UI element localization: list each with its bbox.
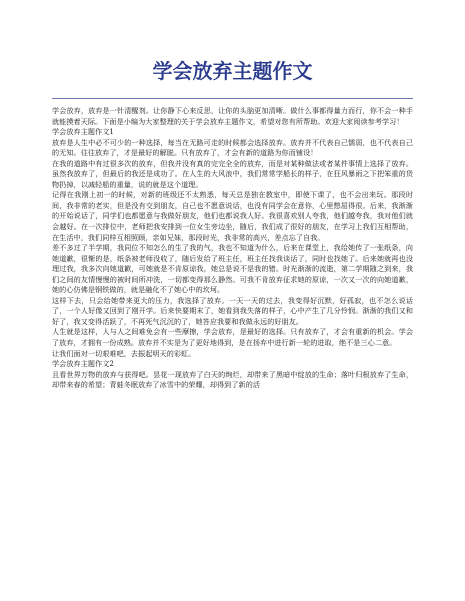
body-paragraph: 记得在我刚上初一的时候，对新的班级还不太熟悉，每天总是独在教室中，即使下课了，也不会出来玩。那段时间，我非常的老实，但是没有交到朋友，自己也不愿意说话，也没有同学会在意你，心里憋屈得很。后来，我渐渐的开始说话了，同学们也都愿意与我做好朋友，他们也都说我人好。我很喜欢别人夸我，他们越夸我，我对他们就会越好。在一次排位中，老师把我安排到一位女生旁边坐，随后，我们成了很好的朋友，在学习上我们互相帮助，在生活中，我们同样互相照顾，亲如兄妹，那段时光，我非常的高兴，差点忘了自我。 bbox=[52, 190, 413, 242]
body-paragraph: 这样下去，只会给她带来更大的压力，我选择了放弃。一天一天的过去，我变得好沉默，好孤寂，也不怎么说话了，一个人好像又回到了刚开学。后来快要期末了，她看到我失落的样子，心中产生了几分怜悯。渐渐的我们又和好了，我又变得活跃了，不再死气沉沉的了，她答应我要和我做永远的好朋友。 bbox=[52, 295, 413, 326]
body-paragraph: 让我们面对一切艰难吧，去振起明天的彩虹。 bbox=[52, 348, 196, 358]
body-paragraph: 放弃是人生中必不可少的一种选择，每当在无路可走的时候都会选择放弃。放弃并不代表自己懦弱，也不代表自己的无知。往往放弃了，才是最好的解脱。只有放弃了，才会有新的道路为你而铺设！ bbox=[52, 137, 413, 158]
intro-paragraph: 学会放弃，放弃是一针清醒剂。让你静下心来反思，让你的头脑更加清晰。做什么事都得量力而行，你不会一种手就能摸着天际。下面是小编为大家整理的关于学会放弃主题作文，希望对您有所帮助。欢迎大家阅读参考学习！ bbox=[52, 106, 413, 126]
body-paragraph: 人生就是这样，人与人之间难免会有一些摩擦，学会放弃，是最好的选择。只有放弃了，才会有重新的机会。学会了放弃，才拥有一份成熟。放弃并不实是为了更好地得到，是在扬弃中进行新一轮的进取，绝不是三心二意。 bbox=[52, 327, 413, 348]
section-heading-2: 学会放弃主题作文2 bbox=[52, 359, 114, 369]
document-body bbox=[52, 106, 413, 391]
body-paragraph: 且看世界万物的放弃与获得吧。昙花一现放弃了白天的绚烂，却带来了黑暗中绽放的生命；落叶归根放弃了生命，却带来春的希望；青蛙冬眠放弃了冰雪中的荣耀，却得到了新的活 bbox=[52, 369, 413, 390]
body-paragraph: 差不多过了半学期，我同位不知怎么的生了我的气，我也不知道为什么，后来在课堂上，我给她传了一张纸条，向她道歉，很惭的是，纸条被老师没收了，随后发给了班主任，班主任找我谈话了，同时也找她了。后来她就再也没理过我，我多次向她道歉，可她就是不肯原谅我，她总是说不是我的错。时光渐渐的流逝，第二学期随之到来，我们之间的友情慢慢的被时间所冲洗，一切都变得那么静然。可我不肯放弃征求她的原谅，一次又一次的向她道歉，她的心仿佛是钢铁做的，就是融化不了她心中的坎坷。 bbox=[52, 243, 413, 295]
body-paragraph: 在我的道路中有过很多次的放弃，但我并没有真的完完全全的放弃，而是对某种做法或者某件事情上选择了放弃。虽然我放弃了，但最后的我还是成功了。在人生的大风浪中，我们常常学船长的样子，在狂风暴雨之下把笨重的货物扔掉，以减轻船的重量，说的就是这个道理。 bbox=[52, 158, 413, 189]
title-divider bbox=[52, 98, 413, 99]
section-heading-1: 学会放弃主题作文1 bbox=[52, 127, 114, 137]
document-title: 学会放弃主题作文 bbox=[152, 59, 313, 83]
